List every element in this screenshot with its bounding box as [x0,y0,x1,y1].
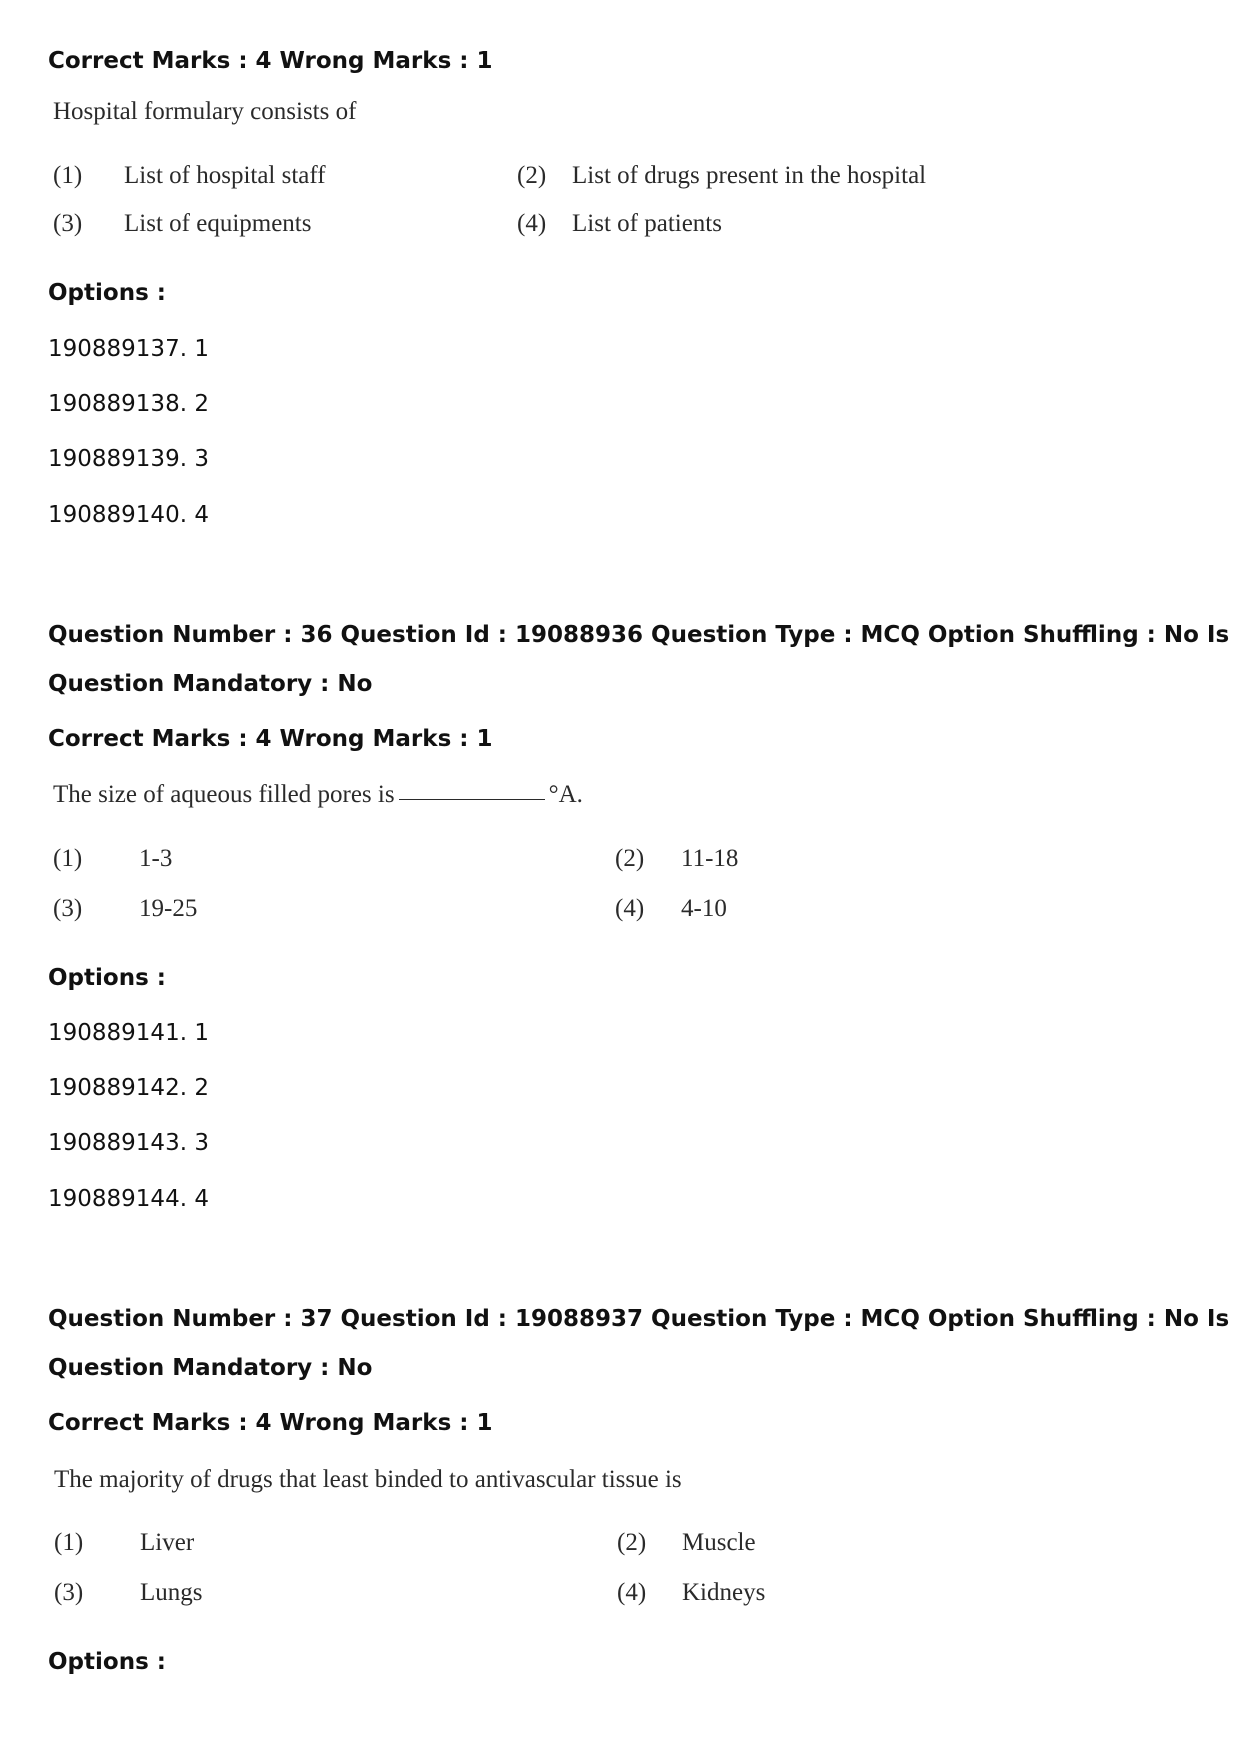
question-stem-text: The size of aqueous filled pores is [53,781,395,808]
option-id: 190889138. 2 [48,391,209,417]
choice-number: (2) [615,845,645,872]
choice-text: List of hospital staff [124,162,326,189]
option-id: 190889141. 1 [48,1020,209,1046]
choice-text: 19-25 [139,895,198,922]
choice-number: (1) [53,845,83,872]
question-stem: Hospital formulary consists of [53,98,357,125]
option-id: 190889144. 4 [48,1186,209,1212]
marks-line: Correct Marks : 4 Wrong Marks : 1 [48,726,493,752]
option-id: 190889139. 3 [48,446,209,472]
choice-text: 4-10 [681,895,727,922]
choice-text: Lungs [140,1579,203,1606]
fill-blank [399,799,545,800]
choice-number: (1) [53,162,83,189]
choice-number: (4) [617,1579,647,1606]
choice-number: (3) [53,210,83,237]
choice-text: List of drugs present in the hospital [572,162,927,189]
marks-line: Correct Marks : 4 Wrong Marks : 1 [48,1410,493,1436]
question-header: Question Number : 36 Question Id : 19088936 Question Type : MCQ Option Shuffling : No Is [48,622,1230,648]
option-id: 190889143. 3 [48,1130,209,1156]
options-label: Options : [48,1649,166,1675]
options-label: Options : [48,965,166,991]
choice-number: (4) [615,895,645,922]
question-stem-unit: °A. [548,781,583,808]
question-header: Question Mandatory : No [48,671,373,697]
question-header: Question Mandatory : No [48,1355,373,1381]
choice-number: (3) [54,1579,84,1606]
choice-text: Liver [140,1529,195,1556]
choice-text: List of equipments [124,210,312,237]
choice-number: (2) [517,162,547,189]
choice-number: (2) [617,1529,647,1556]
option-id: 190889140. 4 [48,502,209,528]
choice-text: Muscle [682,1529,756,1556]
option-id: 190889142. 2 [48,1075,209,1101]
question-stem [53,782,583,807]
choice-number: (1) [54,1529,84,1556]
choice-text: Kidneys [682,1579,766,1606]
options-label: Options : [48,280,166,306]
question-stem: The majority of drugs that least binded to antivascular tissue is [54,1466,682,1493]
option-id: 190889137. 1 [48,336,209,362]
choice-text: 11-18 [681,845,739,872]
choice-text: List of patients [572,210,722,237]
choice-text: 1-3 [139,845,173,872]
choice-number: (3) [53,895,83,922]
choice-number: (4) [517,210,547,237]
marks-line: Correct Marks : 4 Wrong Marks : 1 [48,48,493,74]
question-header: Question Number : 37 Question Id : 19088937 Question Type : MCQ Option Shuffling : No Is [48,1306,1230,1332]
